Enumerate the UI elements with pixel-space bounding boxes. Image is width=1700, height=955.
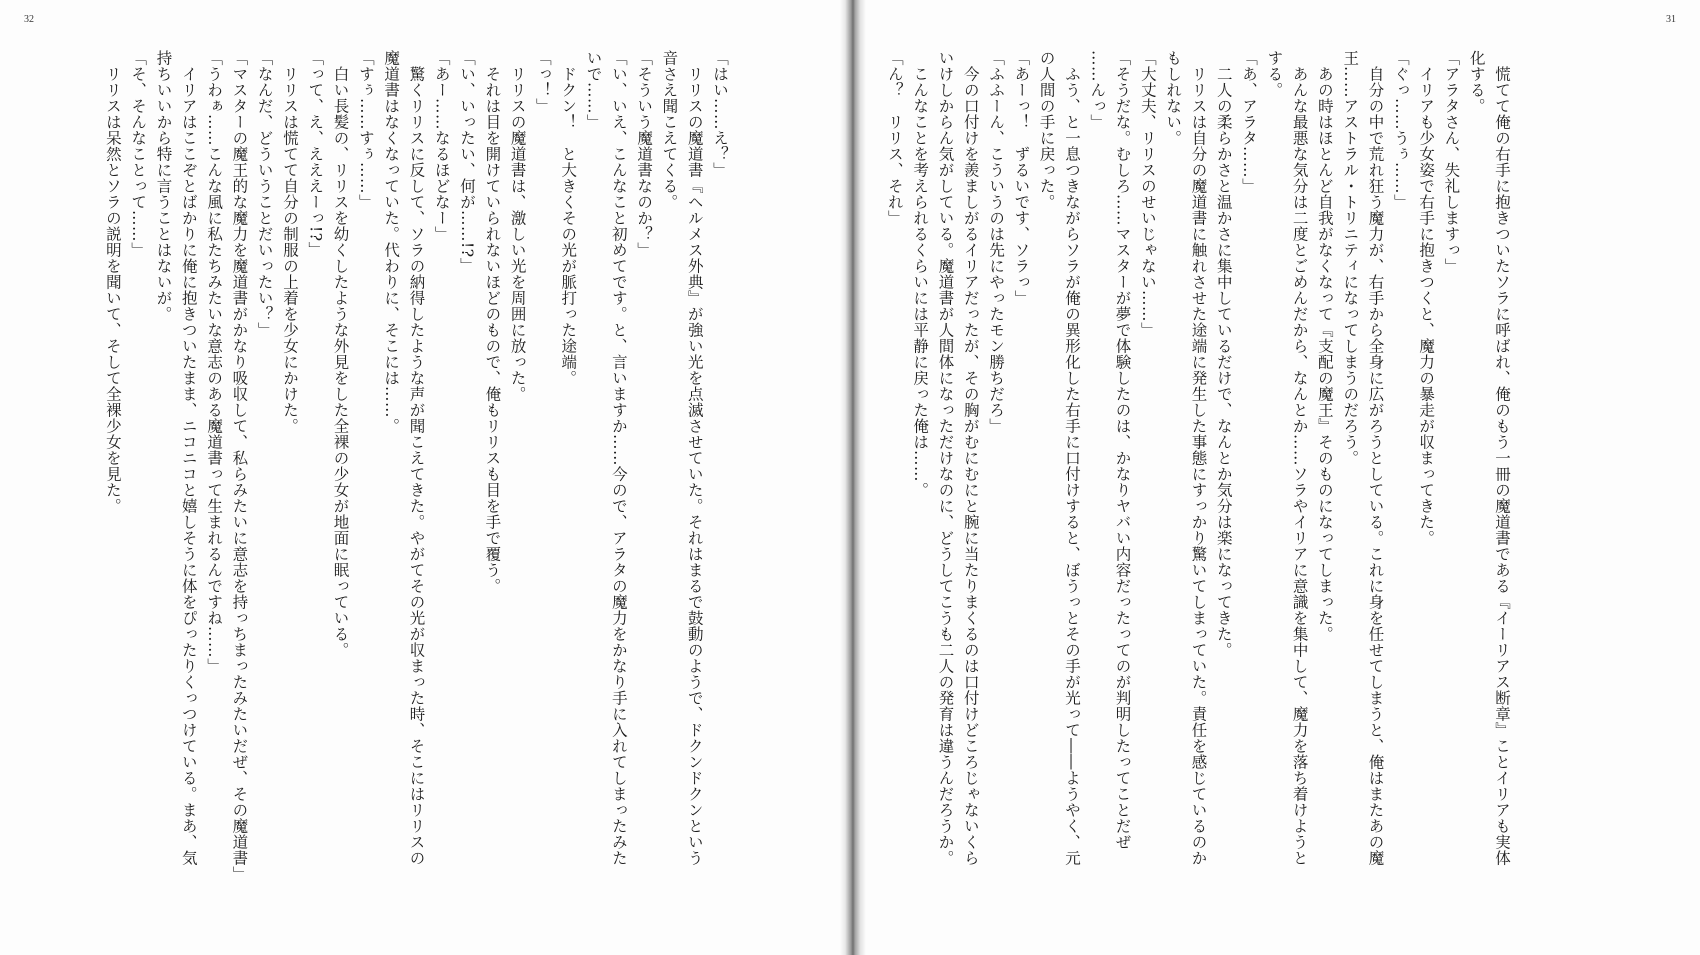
text-line: こんなことを考えられるくらいには平静に戻った俺は……。 <box>911 50 930 498</box>
text-line: 自分の中で荒れ狂う魔力が、右手から全身に広がろうとしている。これに身を任せてしまうと、俺はまたあの魔 <box>1366 50 1385 866</box>
text-line: イリアも少女姿で右手に抱きつくと、魔力の暴走が収まってきた。 <box>1417 50 1436 546</box>
text-line: 驚くリリスに反して、ソラの納得したような声が聞こえてきた。やがてその光が収まった時、そこにはリリスの <box>407 50 426 866</box>
text-line: 「っ！」 <box>533 50 552 114</box>
text-line: 「そういう魔道書なのか？」 <box>635 50 654 258</box>
text-line: する。 <box>1265 50 1284 98</box>
text-line: 「マスターの魔王的な魔力を魔道書がかなり吸収して、私らみたいに意志を持っちまったみたいだぜ、その魔道書」 <box>230 50 249 882</box>
text-line: 慌てて俺の右手に抱きついたソラに呼ばれ、俺のもう一冊の魔道書である『イーリアス断章』ことイリアも実体 <box>1493 50 1511 866</box>
text-line: 「い、いったい、何が……!?」 <box>458 50 477 274</box>
left-page <box>0 0 848 955</box>
text-line: 「そ、そんなことって……」 <box>129 50 148 258</box>
text-line: 持ちいいから特に言うことはないが。 <box>154 50 173 322</box>
text-line: それは目を開けていられないほどのもので、俺もリリスも目を手で覆う。 <box>483 50 502 594</box>
text-line: 「はい……え？」 <box>711 50 729 178</box>
text-line: 「あー……なるほどなー」 <box>432 50 451 242</box>
text-line: 「大丈夫、リリスのせいじゃない……」 <box>1138 50 1157 338</box>
text-line: 「い、いえ、こんなこと初めてです。と、言いますか……今ので、アラタの魔力をかなり手に入れてしまったみた <box>609 50 628 866</box>
text-line: リリスは呆然とソラの説明を聞いて、そして全裸少女を見た。 <box>103 50 122 514</box>
book-gutter-shadow <box>840 0 866 955</box>
page-number: 32 <box>24 14 34 25</box>
text-line: 「うわぁ……こんな風に私たちみたいな意志のある魔道書って生まれるんですね……」 <box>205 50 224 674</box>
text-line: もしれない。 <box>1164 50 1183 146</box>
text-line: 「なんだ、どういうことだいったい？」 <box>255 50 274 338</box>
text-line: 「ふふーん、こういうのは先にやったモン勝ちだろ」 <box>987 50 1006 434</box>
text-line: あの時はほとんど自我がなくなって『支配の魔王』そのものになってしまった。 <box>1315 50 1334 642</box>
text-line: 魔道書はなくなっていた。代わりに、そこには……。 <box>382 50 401 434</box>
left-page-body-text <box>100 50 732 920</box>
text-line: あんな最悪な気分は二度とごめんだから、なんとか……ソラやイリアに意識を集中して、魔力を落ち着けようと <box>1290 50 1309 866</box>
text-line: 「って、え、えええーっ!?」 <box>306 50 325 258</box>
text-line: 音さえ聞こえてくる。 <box>660 50 679 210</box>
text-line: の人間の手に戻った。 <box>1037 50 1056 210</box>
text-line: リリスは慌てて自分の制服の上着を少女にかけた。 <box>280 50 299 434</box>
right-page-body-text <box>882 50 1514 920</box>
text-line: リリスの魔道書は、激しい光を周囲に放った。 <box>508 50 527 402</box>
text-line: 「ん？ リリス、それ」 <box>885 50 904 226</box>
text-line: 「ぐっ……うぅ……」 <box>1391 50 1410 210</box>
text-line: 今の口付けを羨ましがるイリアだったが、その胸がむにむにと腕に当たりまくるのは口付けどころじゃないくら <box>961 50 980 866</box>
text-line: 白い長髪の、リリスを幼くしたような外見をした全裸の少女が地面に眠っている。 <box>331 50 350 658</box>
text-line: イリアはここぞとばかりに俺に抱きついたまま、ニコニコと嬉しそうに体をぴったりくっつけている。まあ、気 <box>179 50 198 866</box>
text-line: 「アラタさん、失礼しますっ」 <box>1442 50 1461 274</box>
text-line: 二人の柔らかさと温かさに集中しているだけで、なんとか気分は楽になってきた。 <box>1214 50 1233 658</box>
text-line: 化する。 <box>1467 50 1486 114</box>
right-page <box>858 0 1700 955</box>
page-number: 31 <box>1666 14 1676 25</box>
text-line: リリスの魔道書『ヘルメス外典』が強い光を点滅させていた。それはまるで鼓動のようで、ドクンドクンという <box>685 50 704 866</box>
text-line: リリスは自分の魔道書に触れさせた途端に発生した事態にすっかり驚いてしまっていた。責任を感じているのか <box>1189 50 1208 866</box>
text-line: 王……アストラル・トリニティになってしまうのだろう。 <box>1341 50 1360 466</box>
text-line: 「あーっ！ ずるいです、ソラっ」 <box>1012 50 1031 306</box>
text-line: いで……」 <box>584 50 603 130</box>
text-line: ドクン！ と大きくその光が脈打った途端。 <box>559 50 578 386</box>
text-line: 「すぅ……すぅ……」 <box>356 50 375 210</box>
text-line: いけしからん気がしている。魔道書が人間体になっただけなのに、どうしてこうも二人の発育は違うんだろうか。 <box>936 50 955 866</box>
text-line: ふう、と一息つきながらソラが俺の異形化した右手に口付けすると、ぼうっとその手が光って――ようやく、元 <box>1062 50 1081 866</box>
text-line: 「あ、アラタ……」 <box>1240 50 1259 194</box>
text-line: 「そうだな。むしろ……マスターが夢で体験したのは、かなりヤバい内容だったってのが判明したってことだぜ <box>1113 50 1132 850</box>
text-line: ……んっ」 <box>1088 50 1107 130</box>
